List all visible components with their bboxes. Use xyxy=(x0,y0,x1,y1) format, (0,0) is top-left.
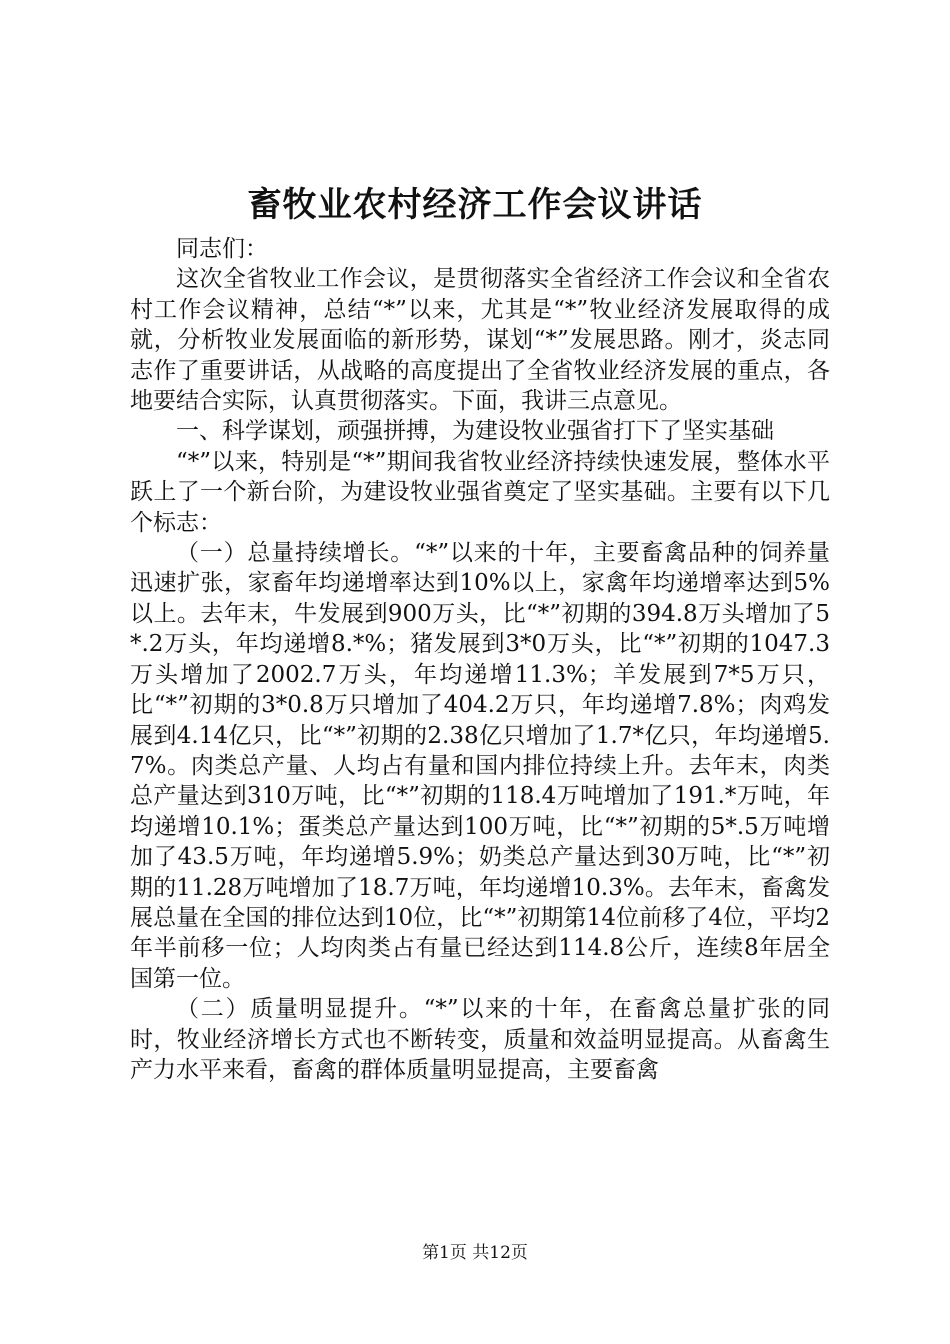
section-heading: 一、科学谋划，顽强拼搏，为建设牧业强省打下了坚实基础 xyxy=(176,418,774,445)
paragraph: “*”以来，特别是“*”期间我省牧业经济持续快速发展，整体水平跃上了一个新台阶，为建设牧业强省奠定了坚实基础。主要有以下几个标志： xyxy=(130,448,830,536)
paragraph: （一）总量持续增长。“*”以来的十年，主要畜禽品种的饲养量迅速扩张，家畜年均递增率达到10%以上，家禽年均递增率达到5%以上。去年末，牛发展到900万头，比“*”初期的394.8万头增加了5*.2万头，年均递增8.*%；猪发展到3*0万头，比“*”初期的1047.3万头增加了2002.7万头，年均递增11.3%；羊发展到7*5万只，比“*”初期的3*0.8万只增加了404.2万只，年均递增7.8%；肉鸡发展到4.14亿只，比“*”初期的2.38亿只增加了1.7*亿只，年均递增5.7%。肉类总产量、人均占有量和国内排位持续上升。去年末，肉类总产量达到310万吨，比“*”初期的118.4万吨增加了191.*万吨，年均递增10.1%；蛋类总产量达到100万吨，比“*”初期的5*.5万吨增加了43.5万吨，年均递增5.9%；奶类总产量达到30万吨，比“*”初期的11.28万吨增加了18.7万吨，年均递增10.3%。去年末，畜禽发展总量在全国的排位达到10位，比“*”初期第14位前移了4位，平均2年半前移一位；人均肉类占有量已经达到114.8公斤，连续8年居全国第一位。 xyxy=(130,540,830,992)
document-title: 畜牧业农村经济工作会议讲话 xyxy=(247,185,703,225)
document-body xyxy=(130,234,830,1085)
page-footer: 第1页 共12页 xyxy=(422,1243,528,1263)
salutation: 同志们： xyxy=(176,236,268,262)
paragraph: 这次全省牧业工作会议，是贯彻落实全省经济工作会议和全省农村工作会议精神，总结“*”以来，尤其是“*”牧业经济发展取得的成就，分析牧业发展面临的新形势，谋划“*”发展思路。刚才，炎志同志作了重要讲话，从战略的高度提出了全省牧业经济发展的重点，各地要结合实际，认真贯彻落实。下面，我讲三点意见。 xyxy=(130,266,830,415)
paragraph: （二）质量明显提升。“*”以来的十年，在畜禽总量扩张的同时，牧业经济增长方式也不断转变，质量和效益明显提高。从畜禽生产力水平来看，畜禽的群体质量明显提高，主要畜禽 xyxy=(130,996,830,1083)
